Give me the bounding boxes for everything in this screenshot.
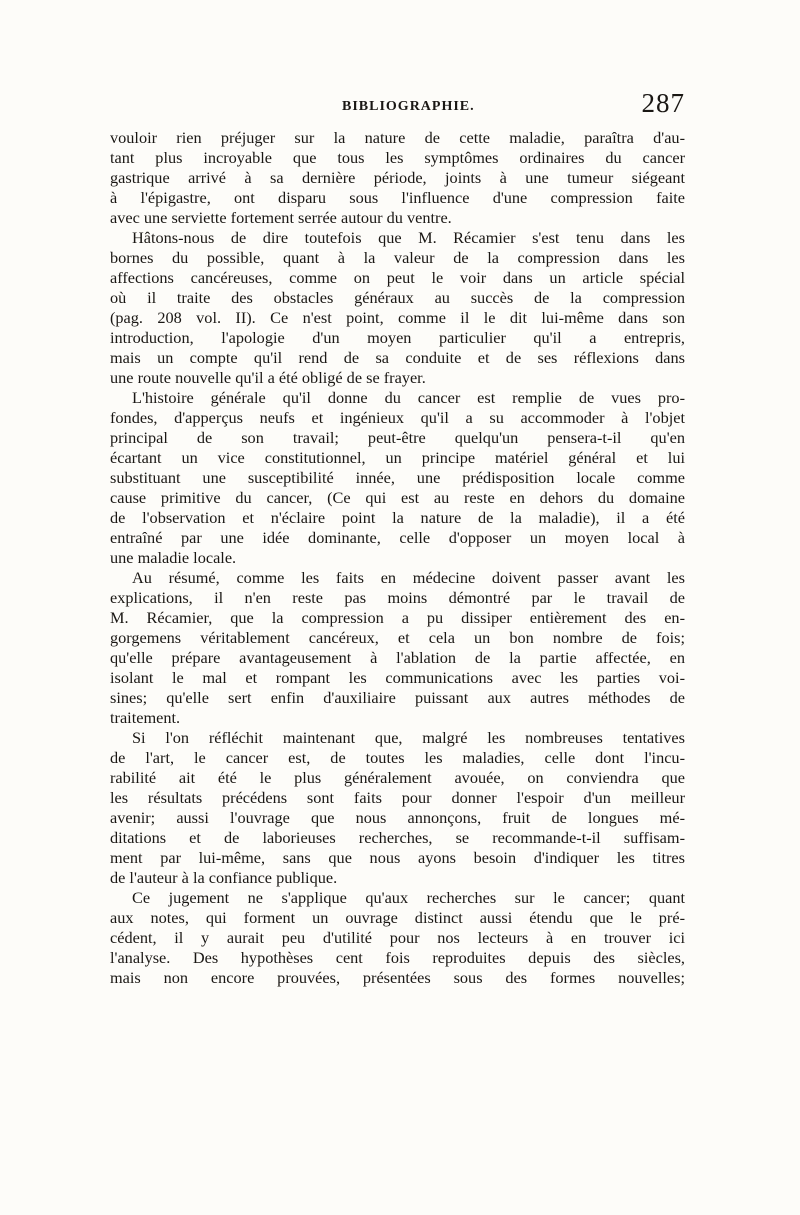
text-line: principal de son travail; peut-être quelqu'un pensera-t-il qu'en: [110, 428, 685, 447]
text-line: où il traite des obstacles généraux au succès de la compression: [110, 288, 685, 307]
text-line: mais non encore prouvées, présentées sous des formes nouvelles;: [110, 968, 685, 987]
text-line: une route nouvelle qu'il a été obligé de se frayer.: [110, 368, 426, 387]
text-line: cause primitive du cancer, (Ce qui est au reste en dehors du domaine: [110, 488, 685, 507]
text-line: sines; qu'elle sert enfin d'auxiliaire puissant aux autres méthodes de: [110, 688, 685, 707]
text-line: ment par lui-même, sans que nous ayons besoin d'indiquer les titres: [110, 848, 685, 867]
text-line: tant plus incroyable que tous les symptômes ordinaires du cancer: [110, 148, 685, 167]
text-line: substituant une susceptibilité innée, une prédisposition locale comme: [110, 468, 685, 487]
page-number: 287: [641, 88, 685, 118]
text-line: ditations et de laborieuses recherches, se recommande-t-il suffisam-: [110, 828, 685, 847]
text-line: Ce jugement ne s'applique qu'aux recherches sur le cancer; quant: [132, 888, 685, 907]
text-line: qu'elle prépare avantageusement à l'ablation de la partie affectée, en: [110, 648, 685, 667]
text-line: (pag. 208 vol. II). Ce n'est point, comme il le dit lui-même dans son: [110, 308, 685, 327]
text-line: rabilité ait été le plus généralement avouée, on conviendra que: [110, 768, 685, 787]
text-line: avec une serviette fortement serrée autour du ventre.: [110, 208, 452, 227]
text-line: explications, il n'en reste pas moins démontré par le travail de: [110, 588, 685, 607]
text-line: fondes, d'apperçus neufs et ingénieux qu'il a su accommoder à l'objet: [110, 408, 685, 427]
text-line: entraîné par une idée dominante, celle d'opposer un moyen local à: [110, 528, 685, 547]
text-line: Au résumé, comme les faits en médecine doivent passer avant les: [132, 568, 685, 587]
text-line: mais un compte qu'il rend de sa conduite et de ses réflexions dans: [110, 348, 685, 367]
text-line: L'histoire générale qu'il donne du cancer est remplie de vues pro-: [132, 388, 685, 407]
text-line: gorgemens véritablement cancéreux, et cela un bon nombre de fois;: [110, 628, 685, 647]
text-line: avenir; aussi l'ouvrage que nous annonçons, fruit de longues mé-: [110, 808, 685, 827]
text-line: cédent, il y aurait peu d'utilité pour nos lecteurs à en trouver ici: [110, 928, 685, 947]
text-line: écartant un vice constitutionnel, un principe matériel général et lui: [110, 448, 685, 467]
text-line: vouloir rien préjuger sur la nature de cette maladie, paraîtra d'au-: [110, 128, 685, 147]
text-line: M. Récamier, que la compression a pu dissiper entièrement des en-: [110, 608, 685, 627]
text-line: de l'observation et n'éclaire point la nature de la maladie), il a été: [110, 508, 685, 527]
body-text: [110, 128, 685, 988]
text-line: l'analyse. Des hypothèses cent fois reproduites depuis des siècles,: [110, 948, 685, 967]
text-line: introduction, l'apologie d'un moyen particulier qu'il a entrepris,: [110, 328, 685, 347]
text-line: gastrique arrivé à sa dernière période, joints à une tumeur siégeant: [110, 168, 685, 187]
text-line: traitement.: [110, 708, 181, 727]
text-line: de l'art, le cancer est, de toutes les maladies, celle dont l'incu-: [110, 748, 685, 767]
text-line: à l'épigastre, ont disparu sous l'influence d'une compression faite: [110, 188, 685, 207]
text-line: Si l'on réfléchit maintenant que, malgré les nombreuses tentatives: [132, 728, 685, 747]
text-line: affections cancéreuses, comme on peut le voir dans un article spécial: [110, 268, 685, 287]
text-line: aux notes, qui forment un ouvrage distinct aussi étendu que le pré-: [110, 908, 685, 927]
text-line: une maladie locale.: [110, 548, 237, 567]
text-line: de l'auteur à la confiance publique.: [110, 868, 338, 887]
running-head: BIBLIOGRAPHIE.: [342, 99, 475, 114]
page-header: [110, 88, 685, 124]
text-line: bornes du possible, quant à la valeur de la compression dans les: [110, 248, 685, 267]
text-line: isolant le mal et rompant les communications avec les parties voi-: [110, 668, 685, 687]
text-line: Hâtons-nous de dire toutefois que M. Récamier s'est tenu dans les: [132, 228, 685, 247]
text-line: les résultats précédens sont faits pour donner l'espoir d'un meilleur: [110, 788, 685, 807]
